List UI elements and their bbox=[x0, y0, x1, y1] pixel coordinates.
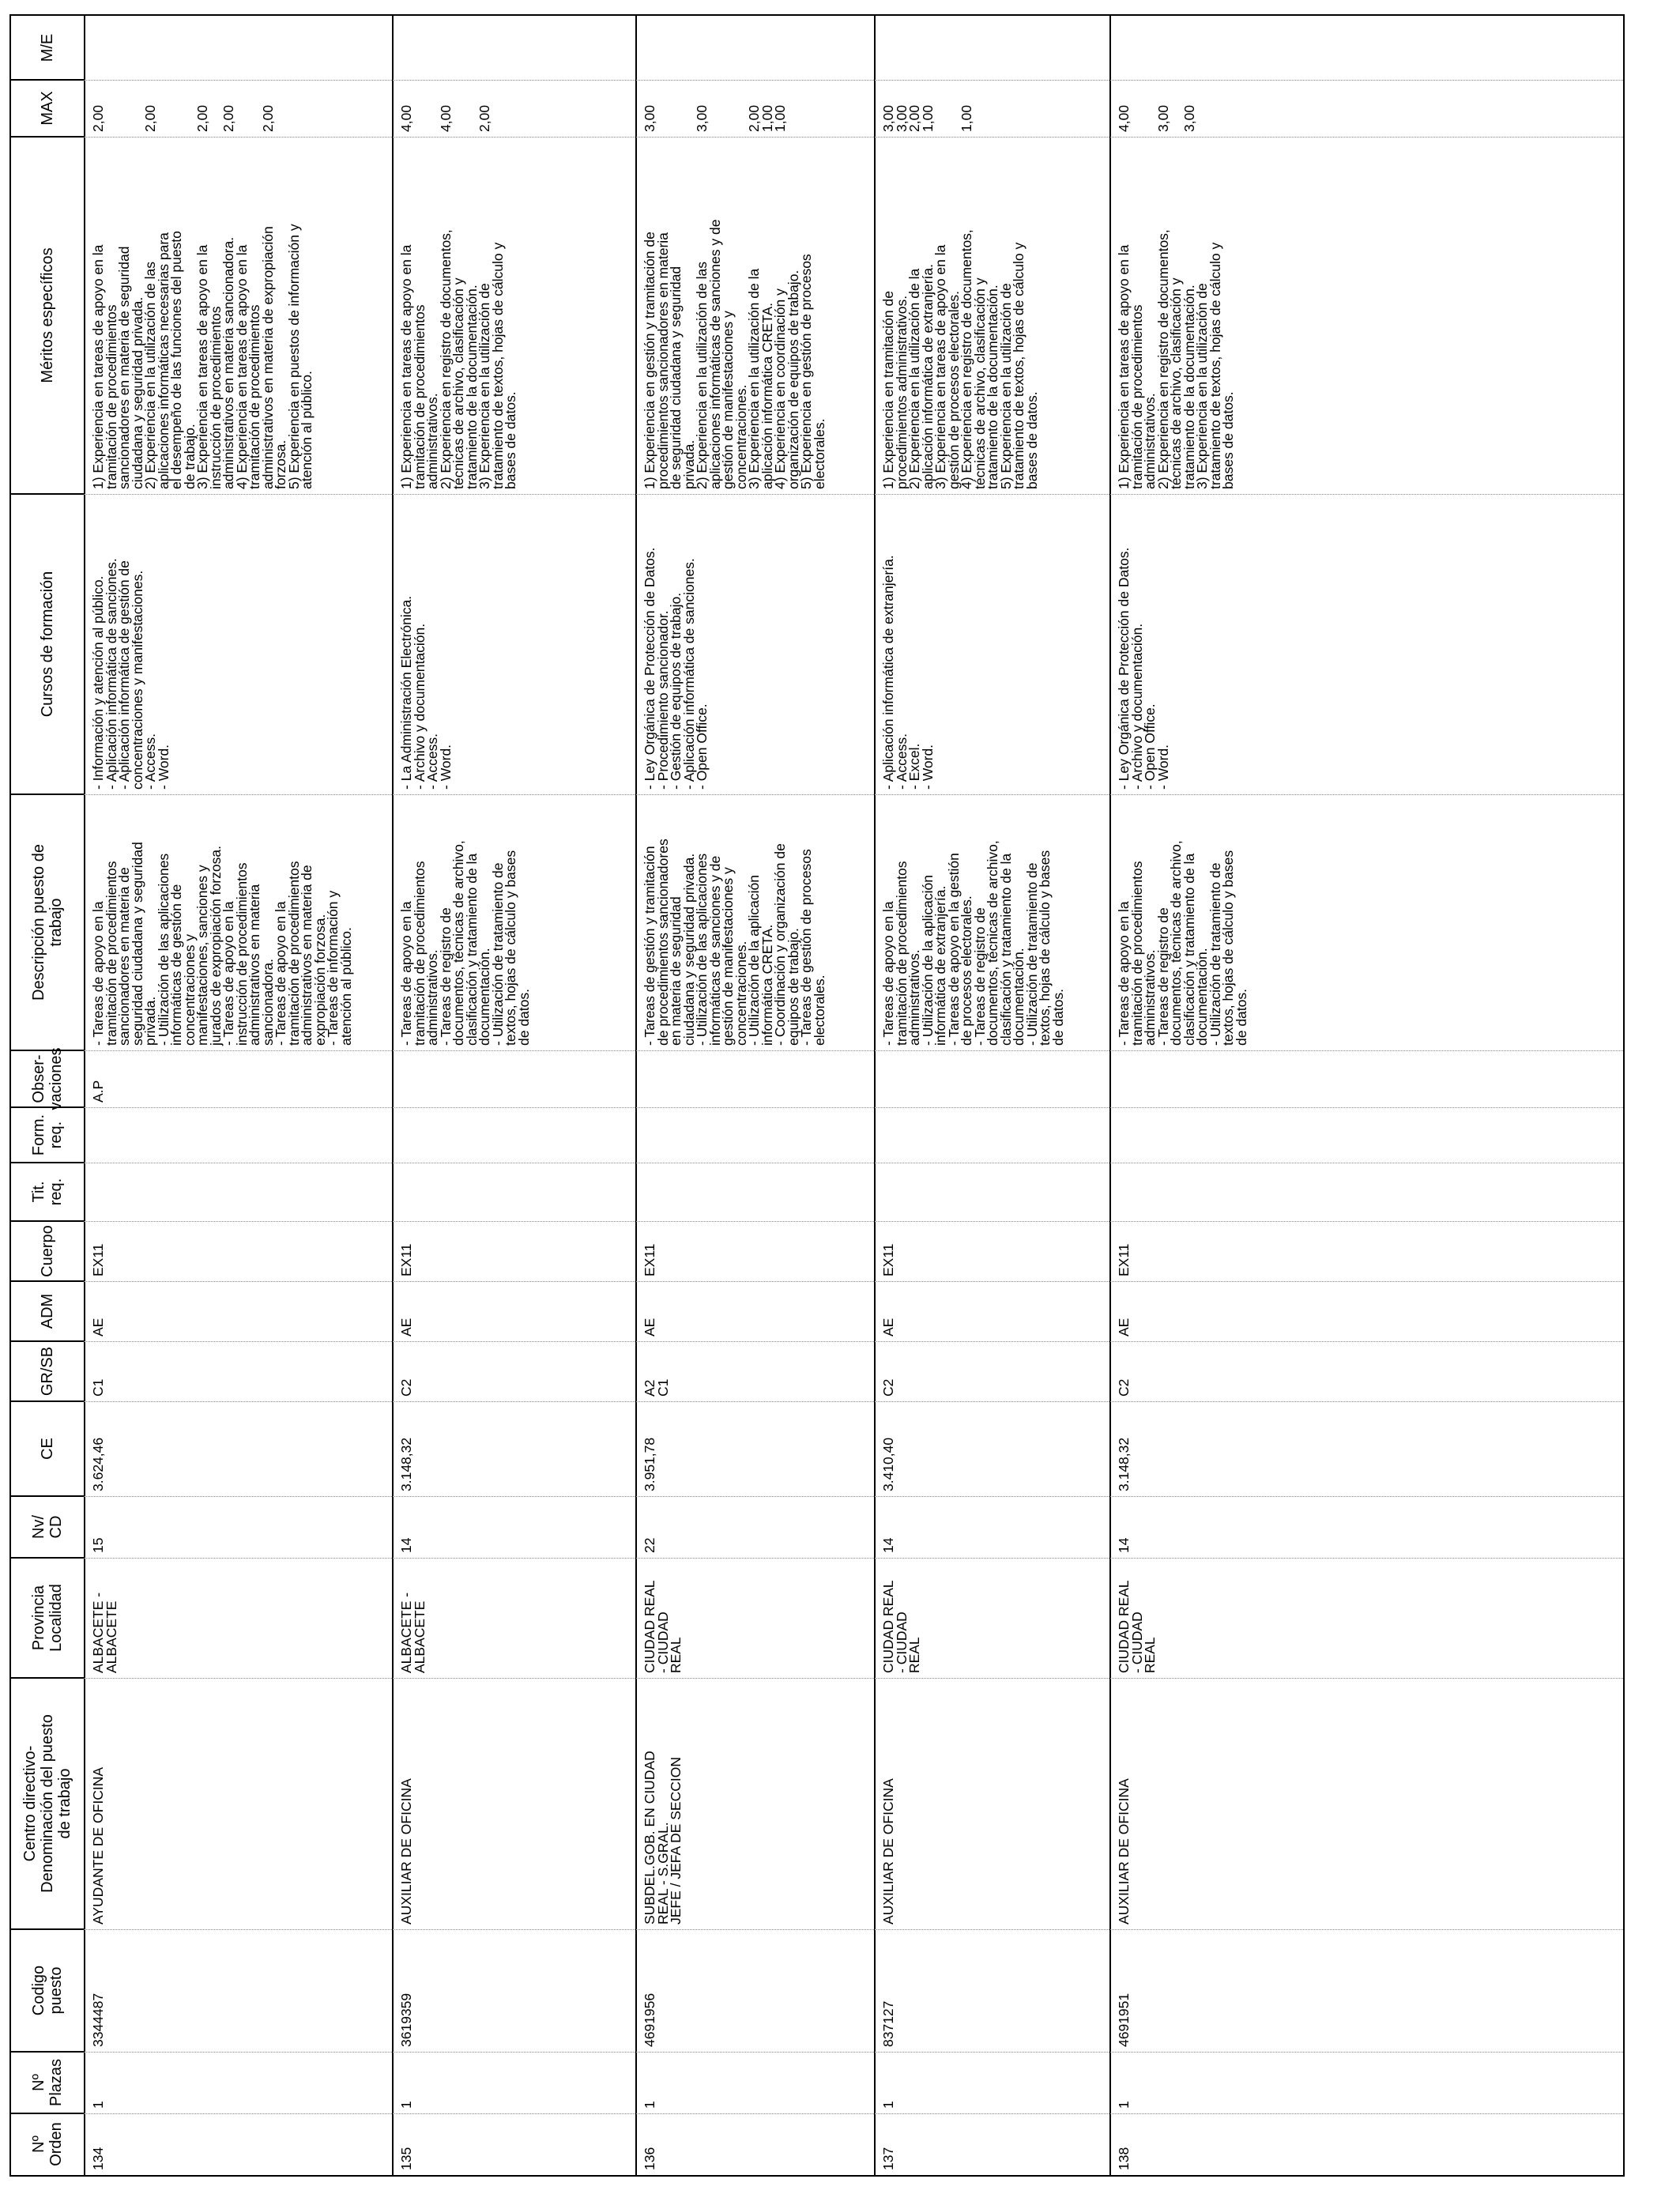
row-separator bbox=[635, 16, 637, 2175]
header-codigo: Codigo puesto bbox=[30, 1965, 65, 2016]
cell-centro bbox=[392, 1678, 635, 1929]
cell-me bbox=[635, 16, 874, 80]
header-tit: Tit. req. bbox=[30, 1178, 65, 1206]
cell-text-meritos: 1) Experiencia en tareas de apoyo en la tramitación de procedimientos administrativos. 2) Experiencia en registro de documentos, técnicas de archivo, clasificación y tratamiento de la documentación. 3) Experiencia en la utilización de tratamiento de textos, hojas de cálculo y bases de datos. bbox=[398, 229, 518, 489]
cell-text-codigo: 4691951 bbox=[1116, 1992, 1132, 2047]
header-obs: Obser- vaciones bbox=[30, 1047, 65, 1110]
cell-grsb bbox=[1109, 1341, 1623, 1401]
column-guide bbox=[84, 80, 1623, 81]
cell-form bbox=[874, 1107, 1109, 1163]
cell-text-cuerpo: EX11 bbox=[398, 1243, 414, 1276]
cell-text-cuerpo: EX11 bbox=[90, 1243, 106, 1276]
cell-text-orden: 138 bbox=[1116, 2147, 1132, 2170]
cell-descripcion bbox=[635, 794, 874, 1050]
cell-text-ce: 3.148,32 bbox=[1116, 1437, 1132, 1491]
cell-cursos bbox=[1109, 494, 1623, 794]
cell-adm bbox=[1109, 1281, 1623, 1341]
column-guide bbox=[84, 1496, 1623, 1497]
cell-provincia bbox=[84, 1558, 392, 1678]
cell-obs bbox=[635, 1050, 874, 1107]
cell-text-adm: AE bbox=[90, 1318, 106, 1336]
column-guide bbox=[84, 137, 1623, 138]
header-orden: Nº Orden bbox=[30, 2122, 65, 2166]
cell-codigo bbox=[874, 1929, 1109, 2052]
cell-text-cuerpo: EX11 bbox=[880, 1243, 896, 1276]
cell-provincia bbox=[874, 1558, 1109, 1678]
cell-obs bbox=[84, 1050, 392, 1107]
header-divider bbox=[11, 2113, 84, 2114]
cell-adm bbox=[84, 1281, 392, 1341]
cell-cursos bbox=[84, 494, 392, 794]
column-guide bbox=[84, 1281, 1623, 1282]
cell-text-grsb: C1 bbox=[90, 1378, 106, 1397]
cell-tit bbox=[635, 1163, 874, 1221]
cell-nivel bbox=[1109, 1496, 1623, 1558]
cell-form bbox=[1109, 1107, 1623, 1163]
cell-text-provincia: ALBACETE - ALBACETE bbox=[90, 1592, 119, 1673]
cell-tit bbox=[874, 1163, 1109, 1221]
cell-text-centro: AUXILIAR DE OFICINA bbox=[880, 1778, 896, 1924]
header-divider bbox=[11, 1050, 84, 1051]
cell-orden bbox=[84, 2113, 392, 2175]
cell-form bbox=[392, 1107, 635, 1163]
cell-text-nivel: 14 bbox=[398, 1537, 414, 1553]
cell-ce bbox=[392, 1401, 635, 1496]
cell-text-cuerpo: EX11 bbox=[1116, 1243, 1132, 1276]
row-separator bbox=[1109, 16, 1111, 2175]
header-centro: Centro directivo- Denominación del puesto de trabajo bbox=[21, 1714, 73, 1893]
cell-text-provincia: CIUDAD REAL - CIUDAD REAL bbox=[642, 1580, 684, 1673]
cell-text-max: 4,00 4,00 2,00 bbox=[398, 104, 492, 132]
cell-descripcion bbox=[1109, 794, 1623, 1050]
cell-text-orden: 134 bbox=[90, 2147, 106, 2170]
row-separator bbox=[392, 16, 394, 2175]
header-adm: ADM bbox=[39, 1293, 56, 1329]
cell-ce bbox=[84, 1401, 392, 1496]
header-divider bbox=[11, 2051, 84, 2053]
header-cursos: Cursos de formación bbox=[39, 571, 56, 718]
cell-cuerpo bbox=[874, 1221, 1109, 1281]
header-divider bbox=[11, 1400, 84, 1402]
header-divider bbox=[11, 1928, 84, 1930]
cell-max bbox=[635, 80, 874, 137]
header-plazas: Nº Plazas bbox=[30, 2058, 65, 2107]
cell-text-grsb: C2 bbox=[398, 1378, 414, 1397]
cell-tit bbox=[1109, 1163, 1623, 1221]
cell-text-max: 3,00 3,00 2,00 1,00 1,00 bbox=[880, 104, 974, 132]
cell-codigo bbox=[84, 1929, 392, 2052]
cell-text-centro: AUXILIAR DE OFICINA bbox=[398, 1778, 414, 1924]
cell-text-ce: 3.951,78 bbox=[642, 1437, 657, 1491]
cell-text-grsb: A2 C1 bbox=[642, 1378, 671, 1397]
header-divider bbox=[11, 1340, 84, 1342]
header-descripcion: Descripción puesto de trabajo bbox=[30, 844, 65, 1001]
cell-cuerpo bbox=[635, 1221, 874, 1281]
cell-provincia bbox=[1109, 1558, 1623, 1678]
table-row bbox=[84, 16, 392, 2175]
header-nivel: Nv/ CD bbox=[30, 1515, 65, 1539]
cell-text-max: 4,00 3,00 3,00 bbox=[1116, 104, 1197, 132]
cell-text-meritos: 1) Experiencia en tareas de apoyo en la tramitación de procedimientos administrativos. 2) Experiencia en registro de documentos, técnicas de archivo, clasificación y tratamiento de la documentación. 3) Experiencia en la utilización de tratamiento de textos, hojas de cálculo y bases de datos. bbox=[1116, 229, 1236, 489]
cell-text-nivel: 14 bbox=[1116, 1537, 1132, 1553]
header-divider bbox=[11, 1106, 84, 1108]
header-divider bbox=[11, 1677, 84, 1679]
cell-ce bbox=[635, 1401, 874, 1496]
header-divider bbox=[11, 1220, 84, 1222]
cell-descripcion bbox=[392, 794, 635, 1050]
cell-obs bbox=[874, 1050, 1109, 1107]
cell-me bbox=[1109, 16, 1623, 80]
cell-cuerpo bbox=[392, 1221, 635, 1281]
cell-nivel bbox=[84, 1496, 392, 1558]
cell-me bbox=[392, 16, 635, 80]
cell-meritos bbox=[874, 137, 1109, 494]
cell-cursos bbox=[392, 494, 635, 794]
cell-codigo bbox=[635, 1929, 874, 2052]
cell-grsb bbox=[84, 1341, 392, 1401]
cell-text-ce: 3.148,32 bbox=[398, 1437, 414, 1491]
cell-me bbox=[84, 16, 392, 80]
cell-text-max: 2,00 2,00 2,00 2,00 2,00 bbox=[90, 104, 276, 132]
cell-text-orden: 135 bbox=[398, 2147, 414, 2170]
cell-ce bbox=[1109, 1401, 1623, 1496]
column-guide bbox=[84, 2052, 1623, 2053]
cell-codigo bbox=[1109, 1929, 1623, 2052]
cell-adm bbox=[874, 1281, 1109, 1341]
cell-text-cursos: - Ley Orgánica de Protección de Datos. - Procedimiento sancionador. - Gestión de equipos de trabajo. - Aplicación informática de sanciones. - Open Office. bbox=[642, 547, 710, 790]
cell-text-codigo: 837127 bbox=[880, 2000, 896, 2047]
cell-adm bbox=[635, 1281, 874, 1341]
header-max: MAX bbox=[39, 91, 56, 126]
cell-text-plazas: 1 bbox=[880, 2101, 896, 2109]
cell-text-max: 3,00 3,00 2,00 1,00 1,00 bbox=[642, 104, 788, 132]
cell-cursos bbox=[874, 494, 1109, 794]
cell-max bbox=[84, 80, 392, 137]
cell-text-adm: AE bbox=[398, 1318, 414, 1336]
cell-orden bbox=[635, 2113, 874, 2175]
cell-grsb bbox=[392, 1341, 635, 1401]
cell-text-provincia: ALBACETE - ALBACETE bbox=[398, 1592, 428, 1673]
column-guide bbox=[84, 1107, 1623, 1108]
cell-text-descripcion: - Tareas de apoyo en la tramitación de procedimientos administrativos. - Tareas de registro de documentos, técnicas de archivo, clasificación y tratamiento de la documentación. - Utilización de tratamiento de textos, hojas de cálculo y bases de datos. bbox=[1116, 840, 1249, 1046]
header-me: M/E bbox=[39, 33, 56, 62]
cell-text-adm: AE bbox=[642, 1318, 657, 1336]
cell-text-cursos: - Ley Orgánica de Protección de Datos. - Archivo y documentación. - Open Office. - Word. bbox=[1116, 547, 1171, 790]
cell-obs bbox=[392, 1050, 635, 1107]
column-guide bbox=[84, 494, 1623, 495]
table-row bbox=[635, 16, 874, 2175]
cell-text-grsb: C2 bbox=[880, 1378, 896, 1397]
row-separator bbox=[874, 16, 876, 2175]
cell-text-centro: AUXILIAR DE OFICINA bbox=[1116, 1778, 1132, 1924]
cell-cursos bbox=[635, 494, 874, 794]
column-guide bbox=[84, 1050, 1623, 1051]
cell-me bbox=[874, 16, 1109, 80]
header-provincia: Provincia Localidad bbox=[30, 1584, 65, 1652]
header-divider bbox=[11, 1495, 84, 1497]
table-row bbox=[1109, 16, 1623, 2175]
cell-text-codigo: 3344487 bbox=[90, 1992, 106, 2047]
cell-text-orden: 136 bbox=[642, 2147, 657, 2170]
cell-text-cursos: - La Administración Electrónica. - Archivo y documentación. - Access. - Word. bbox=[398, 595, 454, 790]
cell-text-descripcion: - Tareas de apoyo en la tramitación de procedimientos sancionadores en materia de seguridad ciudadana y seguridad privada. - Utilización de las aplicaciones informáticas de gestión de concentraciones y manifestaciones, sanciones y jurados de expropiación forzosa. - Tareas de apoyo en la instrucción de procedimientos administrativos en materia sancionadora. - Tareas de apoyo en la tramitación de procedimientos administrativos en materia de expropiación forzosa. - Tareas de información y atención al público. bbox=[90, 842, 354, 1046]
cell-tit bbox=[392, 1163, 635, 1221]
cell-codigo bbox=[392, 1929, 635, 2052]
cell-orden bbox=[1109, 2113, 1623, 2175]
cell-obs bbox=[1109, 1050, 1623, 1107]
header-cuerpo: Cuerpo bbox=[39, 1225, 56, 1277]
cell-centro bbox=[1109, 1678, 1623, 1929]
cell-nivel bbox=[635, 1496, 874, 1558]
cell-text-centro: AYUDANTE DE OFICINA bbox=[90, 1766, 106, 1924]
cell-text-nivel: 14 bbox=[880, 1537, 896, 1553]
cell-text-meritos: 1) Experiencia en tareas de apoyo en la tramitación de procedimientos sancionadores en materia de seguridad ciudadana y seguridad privada. 2) Experiencia en la utilización de las aplicaciones informáticas necesarias para el desempeño de las funciones del puesto de trabajo. 3) Experiencia en tareas de apoyo en la instrucción de procedimientos administrativos en materia sancionadora. 4) Experiencia en tareas de apoyo en la tramitación de procedimientos administrativos en materia de expropiación forzosa. 5) Experiencia en puestos de información y atención al público. bbox=[90, 224, 315, 489]
cell-text-codigo: 4691956 bbox=[642, 1992, 657, 2047]
cell-text-cuerpo: EX11 bbox=[642, 1243, 657, 1276]
positions-table bbox=[9, 14, 1625, 2177]
cell-text-obs: A.P bbox=[90, 1080, 106, 1103]
cell-text-cursos: - Información y atención al público. - Aplicación informática de sanciones. - Aplicación informática de gestión de concentraciones y manifestaciones. - Access. - Word. bbox=[90, 558, 171, 790]
cell-text-ce: 3.410,40 bbox=[880, 1437, 896, 1491]
header-divider bbox=[11, 794, 84, 795]
cell-centro bbox=[635, 1678, 874, 1929]
cell-centro bbox=[874, 1678, 1109, 1929]
cell-meritos bbox=[1109, 137, 1623, 494]
cell-plazas bbox=[392, 2052, 635, 2113]
column-guide bbox=[84, 1558, 1623, 1559]
cell-text-cursos: - Aplicación informática de extranjería. - Access. - Excel. - Word. bbox=[880, 555, 936, 790]
cell-text-descripcion: - Tareas de gestión y tramitación de procedimientos sancionadores en materia de seguridad ciudadana y seguridad privada. - Utilización de las aplicaciones informáticas de sanciones y de gestión de manifestaciones y concentraciones. - Utilización de la aplicación informática CRETA. - Coordinación y organización de equipos de trabajo. - Tareas de gestión de procesos electorales. bbox=[642, 839, 827, 1046]
header-divider bbox=[11, 493, 84, 495]
header-divider bbox=[11, 1280, 84, 1282]
cell-plazas bbox=[1109, 2052, 1623, 2113]
column-guide bbox=[84, 1401, 1623, 1402]
cell-text-plazas: 1 bbox=[90, 2101, 106, 2109]
column-guide bbox=[84, 794, 1623, 795]
header-divider bbox=[11, 1162, 84, 1163]
cell-ce bbox=[874, 1401, 1109, 1496]
cell-plazas bbox=[84, 2052, 392, 2113]
cell-text-grsb: C2 bbox=[1116, 1378, 1132, 1397]
cell-form bbox=[84, 1107, 392, 1163]
cell-text-centro: SUBDEL.GOB. EN CIUDAD REAL - S.GRAL. JEFE / JEFA DE SECCION bbox=[642, 1751, 684, 1924]
cell-text-plazas: 1 bbox=[1116, 2101, 1132, 2109]
cell-text-descripcion: - Tareas de apoyo en la tramitación de procedimientos administrativos. - Tareas de registro de documentos, técnicas de archivo, clasificación y tratamiento de la documentación. - Utilización de tratamiento de textos, hojas de cálculo y bases de datos. bbox=[398, 840, 532, 1046]
header-form: Form. req. bbox=[30, 1114, 65, 1156]
cell-descripcion bbox=[84, 794, 392, 1050]
column-guide bbox=[84, 1929, 1623, 1930]
cell-text-provincia: CIUDAD REAL - CIUDAD REAL bbox=[1116, 1580, 1158, 1673]
cell-max bbox=[1109, 80, 1623, 137]
cell-text-adm: AE bbox=[1116, 1318, 1132, 1336]
cell-cuerpo bbox=[84, 1221, 392, 1281]
cell-text-plazas: 1 bbox=[642, 2101, 657, 2109]
cell-text-adm: AE bbox=[880, 1318, 896, 1336]
cell-plazas bbox=[635, 2052, 874, 2113]
cell-grsb bbox=[874, 1341, 1109, 1401]
cell-meritos bbox=[392, 137, 635, 494]
cell-max bbox=[392, 80, 635, 137]
cell-text-plazas: 1 bbox=[398, 2101, 414, 2109]
cell-text-orden: 137 bbox=[880, 2147, 896, 2170]
cell-plazas bbox=[874, 2052, 1109, 2113]
cell-text-descripcion: - Tareas de apoyo en la tramitación de procedimientos administrativos. - Utilización de la aplicación informática de extranjería. - Tareas de apoyo en la gestión de procesos electorales. - Tareas de registro de documentos, técnicas de archivo, clasificación y tratamiento de la documentación. - Utilización de tratamiento de textos, hojas de cálculo y bases de datos. bbox=[880, 840, 1066, 1046]
cell-text-nivel: 22 bbox=[642, 1537, 657, 1553]
cell-tit bbox=[84, 1163, 392, 1221]
cell-text-ce: 3.624,46 bbox=[90, 1437, 106, 1491]
cell-nivel bbox=[874, 1496, 1109, 1558]
cell-descripcion bbox=[874, 794, 1109, 1050]
header-divider bbox=[11, 136, 84, 138]
column-guide bbox=[84, 2113, 1623, 2114]
header-meritos: Méritos específicos bbox=[39, 247, 56, 383]
cell-form bbox=[635, 1107, 874, 1163]
cell-text-meritos: 1) Experiencia en gestión y tramitación de procedimientos sancionadores en materia de seguridad ciudadana y seguridad privada. 2) Experiencia en la utilización de las aplicaciones informáticas de sanciones y de gestión de manifestaciones y concentraciones. 3) Experiencia en la utilización de la aplicación informática CRETA. 4) Experiencia en coordinación y organización de equipos de trabajo. 5) Experiencia en gestión de procesos electorales. bbox=[642, 219, 827, 489]
header-ce: CE bbox=[39, 1438, 56, 1460]
cell-nivel bbox=[392, 1496, 635, 1558]
cell-provincia bbox=[635, 1558, 874, 1678]
cell-text-codigo: 3619359 bbox=[398, 1992, 414, 2047]
header-divider bbox=[11, 1557, 84, 1559]
column-guide bbox=[84, 1341, 1623, 1342]
cell-meritos bbox=[635, 137, 874, 494]
cell-grsb bbox=[635, 1341, 874, 1401]
column-guide bbox=[84, 1221, 1623, 1222]
column-guide bbox=[84, 1678, 1623, 1679]
table-row bbox=[392, 16, 635, 2175]
cell-text-provincia: CIUDAD REAL - CIUDAD REAL bbox=[880, 1580, 922, 1673]
cell-meritos bbox=[84, 137, 392, 494]
header-grsb: GR/SB bbox=[39, 1346, 56, 1397]
header-divider bbox=[11, 79, 84, 81]
cell-orden bbox=[392, 2113, 635, 2175]
cell-text-nivel: 15 bbox=[90, 1537, 106, 1553]
cell-text-meritos: 1) Experiencia en tramitación de procedimientos administrativos. 2) Experiencia en la utilización de la aplicación informática de extranjería. 3) Experiencia en tareas de apoyo en la gestión de procesos electorales. 4) Experiencia en registro de documentos, técnicas de archivo, clasificación y tratamiento de la documentación. 5) Experiencia en la utilización de tratamiento de textos, hojas de cálculo y bases de datos. bbox=[880, 229, 1040, 489]
cell-orden bbox=[874, 2113, 1109, 2175]
cell-max bbox=[874, 80, 1109, 137]
cell-provincia bbox=[392, 1558, 635, 1678]
cell-cuerpo bbox=[1109, 1221, 1623, 1281]
table-header bbox=[11, 16, 85, 2175]
cell-centro bbox=[84, 1678, 392, 1929]
table-row bbox=[874, 16, 1109, 2175]
cell-adm bbox=[392, 1281, 635, 1341]
